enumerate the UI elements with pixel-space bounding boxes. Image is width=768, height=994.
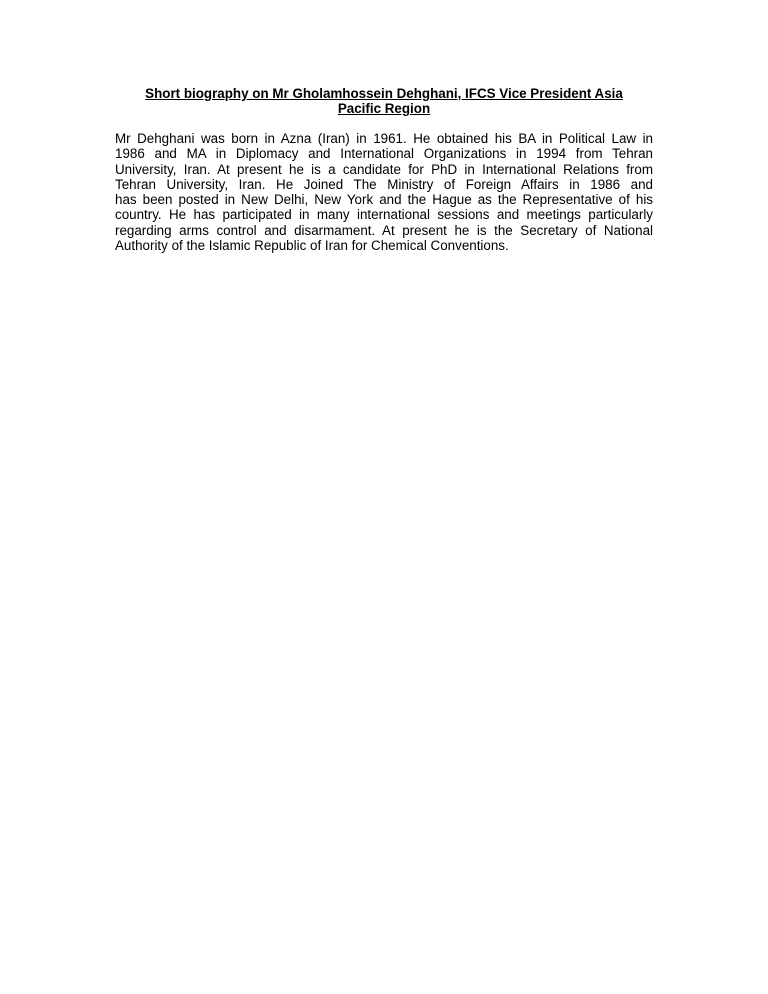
biography-heading (115, 86, 653, 116)
heading-line: Pacific Region (337, 101, 431, 116)
heading-line: Short biography on Mr Gholamhossein Dehghani, IFCS Vice President Asia (145, 86, 623, 101)
paragraph-line: regarding arms control and disarmament. At present he is the Secretary of National (115, 222, 653, 238)
paragraph-line: has been posted in New Delhi, New York and the Hague as the Representative of his (115, 192, 653, 208)
paragraph-line: country. He has participated in many international sessions and meetings particularly (115, 207, 653, 223)
biography-paragraph (115, 131, 653, 253)
paragraph-line: University, Iran. At present he is a candidate for PhD in International Relations from (115, 161, 653, 177)
paragraph-line: Tehran University, Iran. He Joined The Ministry of Foreign Affairs in 1986 and (115, 176, 653, 192)
paragraph-line: 1986 and MA in Diplomacy and International Organizations in 1994 from Tehran (115, 146, 653, 162)
paragraph-line: Mr Dehghani was born in Azna (Iran) in 1961. He obtained his BA in Political Law in (115, 131, 653, 146)
paragraph-line: Authority of the Islamic Republic of Iran for Chemical Conventions. (115, 238, 509, 254)
